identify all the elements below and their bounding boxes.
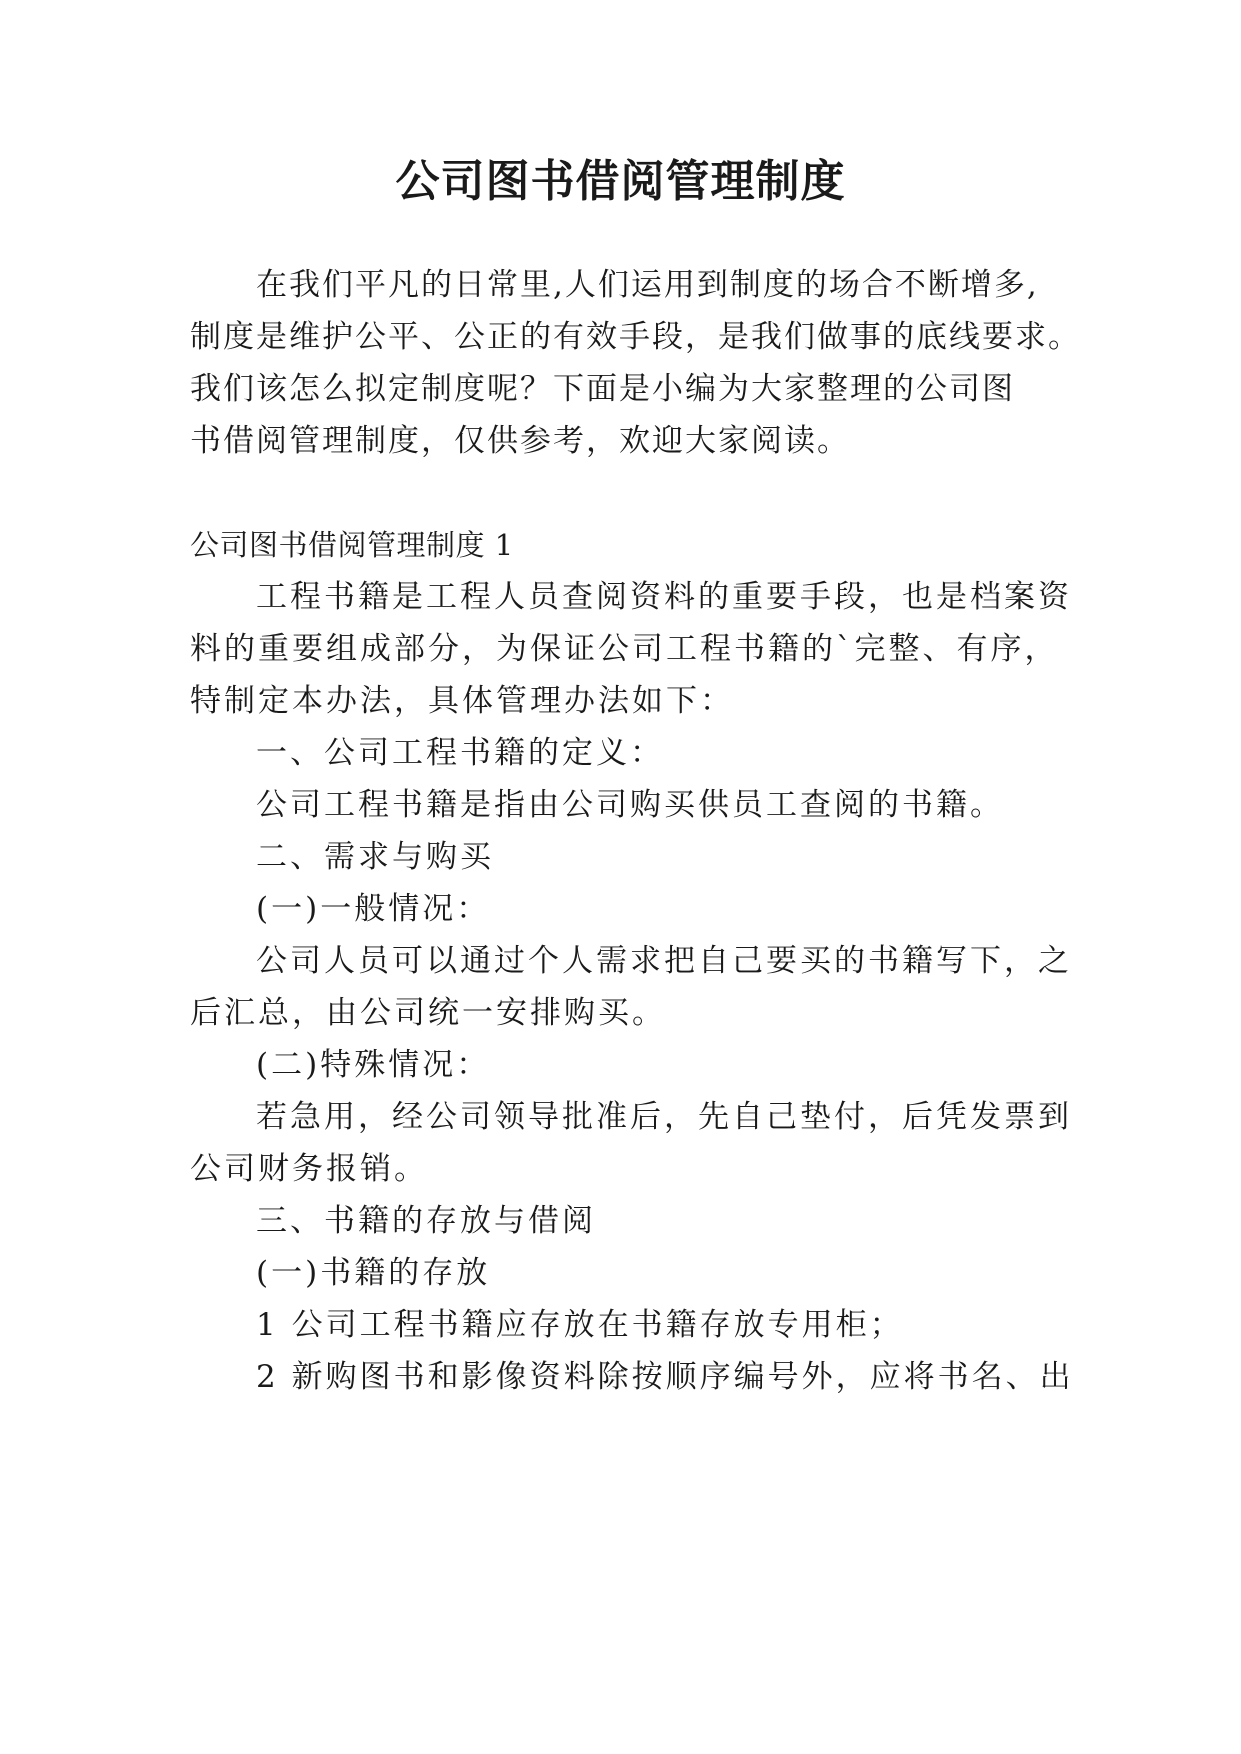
body-line-6: 二、需求与购买: [256, 839, 494, 875]
body-line-4: 一、公司工程书籍的定义：: [256, 735, 664, 771]
body-line-3: 特制定本办法，具体管理办法如下：: [190, 683, 734, 719]
intro-line-1: 在我们平凡的日常里,人们运用到制度的场合不断增多,: [256, 267, 1039, 303]
section-heading: 公司图书借阅管理制度 1: [190, 528, 514, 562]
body-line-15: 1 公司工程书籍应存放在书籍存放专用柜；: [256, 1307, 904, 1343]
intro-line-2: 制度是维护公平、公正的有效手段，是我们做事的底线要求。: [190, 319, 1081, 355]
body-line-13: 三、书籍的存放与借阅: [256, 1203, 596, 1239]
body-line-16: 2 新购图书和影像资料除按顺序编号外，应将书名、出: [256, 1359, 1074, 1395]
body-line-8: 公司人员可以通过个人需求把自己要买的书籍写下，之: [256, 943, 1072, 979]
body-line-12: 公司财务报销。: [190, 1151, 428, 1187]
body-line-1: 工程书籍是工程人员查阅资料的重要手段，也是档案资: [256, 579, 1072, 615]
intro-line-4: 书借阅管理制度，仅供参考，欢迎大家阅读。: [190, 423, 850, 459]
intro-line-3: 我们该怎么拟定制度呢？下面是小编为大家整理的公司图: [190, 371, 1015, 407]
body-line-7: (一)一般情况：: [256, 891, 491, 927]
body-line-2: 料的重要组成部分，为保证公司工程书籍的`完整、有序，: [190, 631, 1059, 667]
body-line-10: (二)特殊情况：: [256, 1047, 491, 1083]
document-title: 公司图书借阅管理制度: [395, 156, 846, 207]
body-line-14: (一)书籍的存放: [256, 1255, 491, 1291]
body-line-5: 公司工程书籍是指由公司购买供员工查阅的书籍。: [256, 787, 1004, 823]
body-line-11: 若急用，经公司领导批准后，先自己垫付，后凭发票到: [256, 1099, 1072, 1135]
body-line-9: 后汇总，由公司统一安排购买。: [190, 995, 666, 1031]
